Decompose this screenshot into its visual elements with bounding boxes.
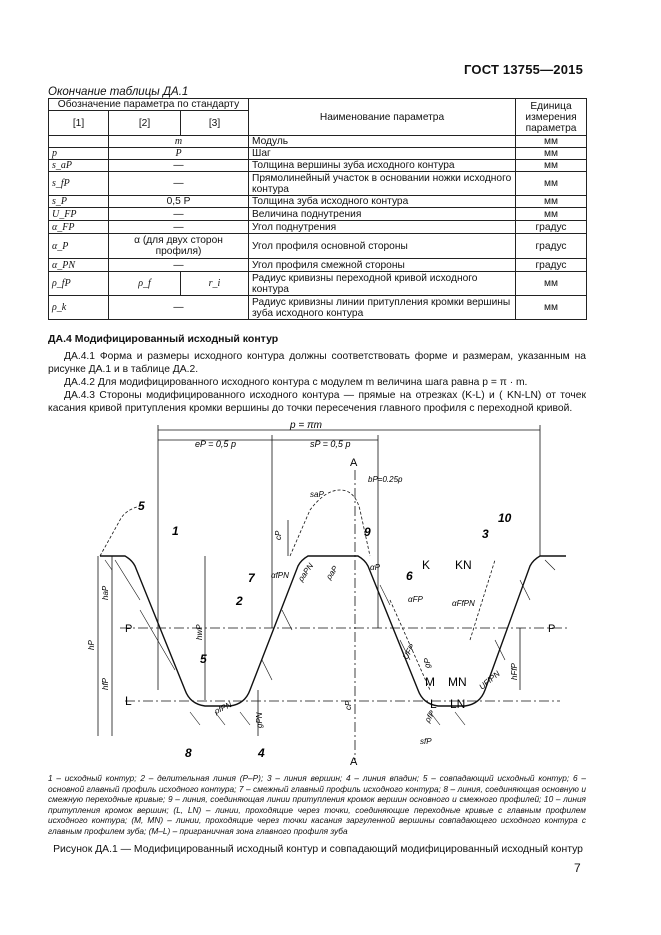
- rho-fpn: ρfPN: [213, 700, 234, 716]
- label-p-left: P: [125, 623, 133, 635]
- angle-p: αP: [370, 563, 380, 572]
- label-k: K: [422, 558, 431, 572]
- parameter-table: [48, 98, 587, 320]
- dim-gpn: gPN: [255, 712, 264, 728]
- callout-5b: 5: [200, 652, 207, 666]
- u-ffpn: UFfPN: [477, 669, 502, 692]
- section-a-top: A: [350, 457, 358, 469]
- dim-ep: eP = 0,5 p: [195, 439, 236, 449]
- angle-fp: αFP: [408, 595, 423, 604]
- u-fp: UFP: [400, 642, 417, 661]
- dim-hffp: hFfP: [510, 663, 519, 680]
- header-unit: Единица измерения параметра: [516, 99, 587, 136]
- label-m: M: [425, 675, 435, 689]
- label-kn: KN: [455, 558, 472, 572]
- dim-hap: haP: [101, 585, 110, 600]
- dim-cp-bottom: cP: [344, 700, 353, 710]
- angle-ffpn: αFfPN: [452, 599, 475, 608]
- figure-caption: Рисунок ДА.1 — Модифицированный исходный контур и совпадающий модифицированный исходный контур: [53, 844, 583, 855]
- rho-apn: ρaPN: [296, 561, 316, 584]
- document-header: ГОСТ 13755—2015: [464, 62, 583, 77]
- callout-4: 4: [258, 746, 265, 760]
- label-l: L: [430, 697, 437, 711]
- callout-9: 9: [364, 525, 371, 539]
- table-row: ρ_fP ρ_f r_i Радиус кривизны переходной кривой исходного контура мм: [49, 272, 587, 296]
- angle-fpn: αfPN: [271, 571, 289, 580]
- profile-figure: [0, 415, 661, 770]
- callout-2: 2: [236, 594, 243, 608]
- table-row: ρ_k — Радиус кривизны линии притупления кромки вершины зуба исходного контура мм: [49, 296, 587, 320]
- callout-10: 10: [498, 511, 512, 525]
- table-row: s_aP — Толщина вершины зуба исходного контура мм: [49, 160, 587, 172]
- table-caption: Окончание таблицы ДА.1: [48, 86, 189, 98]
- dim-sp: sP = 0,5 p: [310, 439, 351, 449]
- table-row: m Модуль мм: [49, 136, 587, 148]
- section-title: ДА.4 Модифицированный исходный контур: [48, 333, 279, 345]
- dim-pitch: p = πm: [290, 420, 322, 431]
- rho-fp: ρfP: [422, 708, 437, 724]
- dim-gp: gP: [423, 658, 432, 668]
- header-c1: [1]: [49, 111, 109, 136]
- callout-6: 6: [406, 569, 413, 583]
- paragraph-2: ДА.4.2 Для модифицированного исходного контура с модулем m величина шага равна p = π · m.: [64, 377, 528, 388]
- callout-8: 8: [185, 746, 192, 760]
- rho-ap: ρaP: [324, 564, 340, 582]
- table-row: α_P α (для двух сторон профиля) Угол профиля основной стороны градус: [49, 234, 587, 259]
- dim-cp-top: cP: [274, 530, 283, 540]
- table-row: U_FP — Величина поднутрения мм: [49, 208, 587, 221]
- dim-sap: saP: [310, 490, 324, 499]
- label-p-right: P: [548, 623, 556, 635]
- callout-1: 1: [172, 524, 179, 538]
- dim-hfp: hfP: [101, 677, 110, 690]
- page-number: 7: [574, 861, 581, 875]
- paragraph-1: ДА.4.1 Форма и размеры исходного контура должны соответствовать форме и размерам, указанным на рисунке ДА.1 и в таблице ДА.2.: [48, 351, 586, 375]
- table-row: α_FP — Угол поднутрения градус: [49, 221, 587, 234]
- table-row: α_PN — Угол профиля смежной стороны градус: [49, 259, 587, 272]
- dim-bp: bP=0.25p: [368, 475, 403, 484]
- dim-hp: hP: [87, 640, 96, 650]
- table-row: p P Шаг мм: [49, 148, 587, 160]
- header-name: Наименование параметра: [249, 99, 516, 136]
- table-row: s_P 0,5 P Толщина зуба исходного контура мм: [49, 196, 587, 208]
- callout-7: 7: [248, 571, 255, 585]
- header-std: Обозначение параметра по стандарту: [49, 99, 249, 111]
- paragraph-3: ДА.4.3 Стороны модифицированного исходного контура — прямые на отрезках (K-L) и ( KN-LN) от точек касания кривой притупления кромки вершины до точки пересечения главного профиля с переходной кривой.: [48, 390, 586, 414]
- callout-3: 3: [482, 527, 489, 541]
- label-ln: LN: [450, 697, 466, 711]
- figure-legend: 1 – исходный контур; 2 – делительная линия (P–P); 3 – линия вершин; 4 – линия впадин; 5 – совпадающий исходный контур; 6 – основной главный профиль исходного контура; 7 – смежный главный профиль исходного контура; 8 – линия, соединяющая основную и смежную переходные кривые; 9 – линия, соединяющая линии притупления кромок вершин основного и смежного профилей; 10 – линия притупления кромок вершин; (L, LN) – линии, проходящие через точки, соединяющие переходные кривые с главным профилем исходного контура; (M, MN) – линии, проходящие через точки касания заргуленной вершины совпадающего исходного контура с главным профилем зуба; (M–L) – приграничная зона главного профиля зуба: [48, 773, 586, 836]
- header-c2: [2]: [109, 111, 181, 136]
- label-l-left: L: [125, 694, 132, 708]
- section-a-bottom: A: [350, 756, 358, 768]
- label-mn: MN: [448, 675, 467, 689]
- header-c3: [3]: [181, 111, 249, 136]
- table-row: s_fP — Прямолинейный участок в основании ножки исходного контура мм: [49, 172, 587, 196]
- dim-sfp: sfP: [420, 737, 432, 746]
- dim-hwp: hwP: [195, 624, 204, 640]
- callout-5a: 5: [138, 499, 145, 513]
